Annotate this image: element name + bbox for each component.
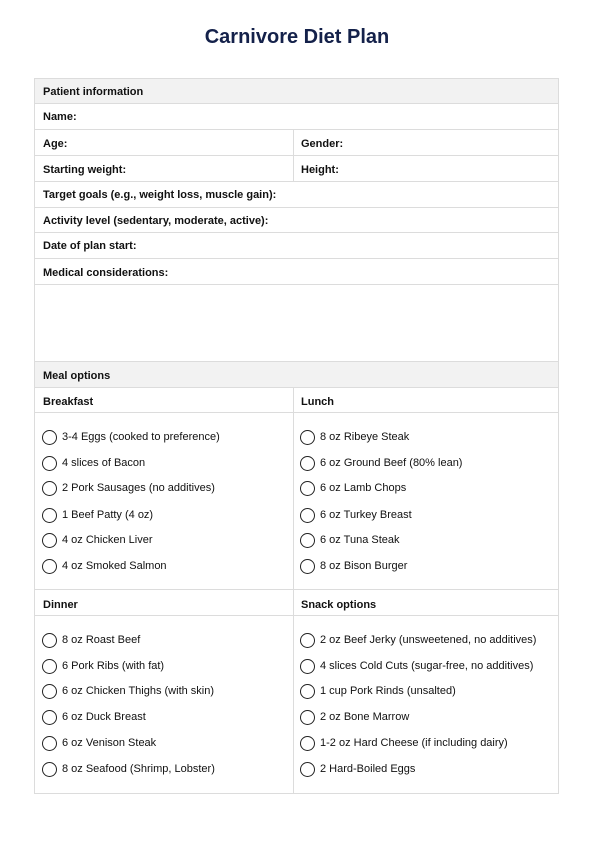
option-label: 6 Pork Ribs (with fat) <box>62 660 165 672</box>
column-divider <box>293 590 294 615</box>
option-label: 6 oz Duck Breast <box>62 711 146 723</box>
radio-button[interactable] <box>300 710 315 725</box>
column-divider <box>293 156 294 181</box>
radio-button[interactable] <box>42 533 57 548</box>
radio-button[interactable] <box>300 684 315 699</box>
snack-option[interactable] <box>300 708 409 726</box>
meal-options-heading: Meal options <box>43 370 111 382</box>
option-label: 6 oz Tuna Steak <box>320 534 400 546</box>
activity-level-label: Activity level (sedentary, moderate, active): <box>43 215 269 227</box>
snack-option[interactable] <box>300 682 456 700</box>
dinner-option[interactable] <box>42 631 140 649</box>
snack-option[interactable] <box>300 760 415 778</box>
lunch-option[interactable] <box>300 531 400 549</box>
dinner-option[interactable] <box>42 760 215 778</box>
lunch-option[interactable] <box>300 479 406 497</box>
breakfast-option[interactable] <box>42 531 153 549</box>
option-label: 4 oz Chicken Liver <box>62 534 153 546</box>
dinner-heading: Dinner <box>43 599 78 611</box>
radio-button[interactable] <box>300 762 315 777</box>
lunch-option[interactable] <box>300 428 409 446</box>
dinner-option[interactable] <box>42 657 164 675</box>
meal-options-header <box>35 362 558 388</box>
lunch-option[interactable] <box>300 557 407 575</box>
radio-button[interactable] <box>42 684 57 699</box>
radio-button[interactable] <box>300 508 315 523</box>
medical-considerations-field[interactable] <box>35 285 558 362</box>
radio-button[interactable] <box>42 508 57 523</box>
option-label: 1-2 oz Hard Cheese (if including dairy) <box>320 737 508 749</box>
plan-start-date-label: Date of plan start: <box>43 240 137 252</box>
breakfast-option[interactable] <box>42 454 145 472</box>
target-goals-field[interactable] <box>35 182 558 208</box>
name-label: Name: <box>43 111 77 123</box>
breakfast-heading: Breakfast <box>43 396 94 408</box>
radio-button[interactable] <box>300 633 315 648</box>
option-label: 2 Hard-Boiled Eggs <box>320 763 416 775</box>
target-goals-label: Target goals (e.g., weight loss, muscle gain): <box>43 189 277 201</box>
option-label: 3-4 Eggs (cooked to preference) <box>62 431 220 443</box>
dinner-option[interactable] <box>42 682 214 700</box>
name-field[interactable] <box>35 104 558 130</box>
breakfast-option[interactable] <box>42 479 215 497</box>
radio-button[interactable] <box>42 710 57 725</box>
radio-button[interactable] <box>42 659 57 674</box>
option-label: 6 oz Chicken Thighs (with skin) <box>62 685 215 697</box>
column-divider <box>293 130 294 155</box>
radio-button[interactable] <box>300 559 315 574</box>
lunch-option[interactable] <box>300 454 462 472</box>
radio-button[interactable] <box>42 481 57 496</box>
snack-option[interactable] <box>300 657 533 675</box>
radio-button[interactable] <box>300 430 315 445</box>
page-title: Carnivore Diet Plan <box>204 26 390 48</box>
diet-plan-form <box>34 78 559 794</box>
radio-button[interactable] <box>42 456 57 471</box>
breakfast-lunch-header-row <box>35 388 558 413</box>
option-label: 6 oz Venison Steak <box>62 737 157 749</box>
breakfast-option[interactable] <box>42 506 153 524</box>
option-label: 2 Pork Sausages (no additives) <box>62 482 215 494</box>
dinner-option[interactable] <box>42 708 146 726</box>
option-label: 6 oz Ground Beef (80% lean) <box>320 457 463 469</box>
lunch-heading: Lunch <box>301 396 334 408</box>
radio-button[interactable] <box>300 456 315 471</box>
option-label: 4 oz Smoked Salmon <box>62 560 167 572</box>
patient-info-header <box>35 79 558 104</box>
breakfast-option[interactable] <box>42 557 167 575</box>
option-label: 8 oz Bison Burger <box>320 560 408 572</box>
column-divider <box>293 388 294 412</box>
radio-button[interactable] <box>42 633 57 648</box>
activity-level-field[interactable] <box>35 208 558 233</box>
medical-considerations-label: Medical considerations: <box>43 267 169 279</box>
radio-button[interactable] <box>42 736 57 751</box>
option-label: 8 oz Roast Beef <box>62 634 141 646</box>
column-divider <box>293 413 294 589</box>
gender-label: Gender: <box>301 138 344 150</box>
radio-button[interactable] <box>300 659 315 674</box>
snack-option[interactable] <box>300 734 508 752</box>
option-label: 8 oz Seafood (Shrimp, Lobster) <box>62 763 215 775</box>
medical-considerations-label-row <box>35 259 558 285</box>
patient-info-heading: Patient information <box>43 86 144 98</box>
option-label: 4 slices Cold Cuts (sugar-free, no additives) <box>320 660 534 672</box>
snack-option[interactable] <box>300 631 536 649</box>
height-label: Height: <box>301 164 339 176</box>
radio-button[interactable] <box>42 762 57 777</box>
option-label: 2 oz Beef Jerky (unsweetened, no additives) <box>320 634 537 646</box>
option-label: 6 oz Lamb Chops <box>320 482 407 494</box>
option-label: 1 Beef Patty (4 oz) <box>62 509 154 521</box>
radio-button[interactable] <box>300 533 315 548</box>
radio-button[interactable] <box>300 736 315 751</box>
dinner-option[interactable] <box>42 734 156 752</box>
dinner-snack-options <box>35 616 558 793</box>
age-gender-row <box>35 130 558 156</box>
snack-options-heading: Snack options <box>301 599 377 611</box>
plan-start-date-field[interactable] <box>35 233 558 259</box>
starting-weight-label: Starting weight: <box>43 164 127 176</box>
option-label: 6 oz Turkey Breast <box>320 509 412 521</box>
breakfast-option[interactable] <box>42 428 220 446</box>
lunch-option[interactable] <box>300 506 412 524</box>
option-label: 2 oz Bone Marrow <box>320 711 410 723</box>
option-label: 1 cup Pork Rinds (unsalted) <box>320 685 456 697</box>
dinner-snack-header-row <box>35 590 558 616</box>
radio-button[interactable] <box>42 559 57 574</box>
option-label: 4 slices of Bacon <box>62 457 146 469</box>
option-label: 8 oz Ribeye Steak <box>320 431 410 443</box>
column-divider <box>293 616 294 793</box>
weight-height-row <box>35 156 558 182</box>
radio-button[interactable] <box>42 430 57 445</box>
age-label: Age: <box>43 138 68 150</box>
radio-button[interactable] <box>300 481 315 496</box>
breakfast-lunch-options <box>35 413 558 590</box>
